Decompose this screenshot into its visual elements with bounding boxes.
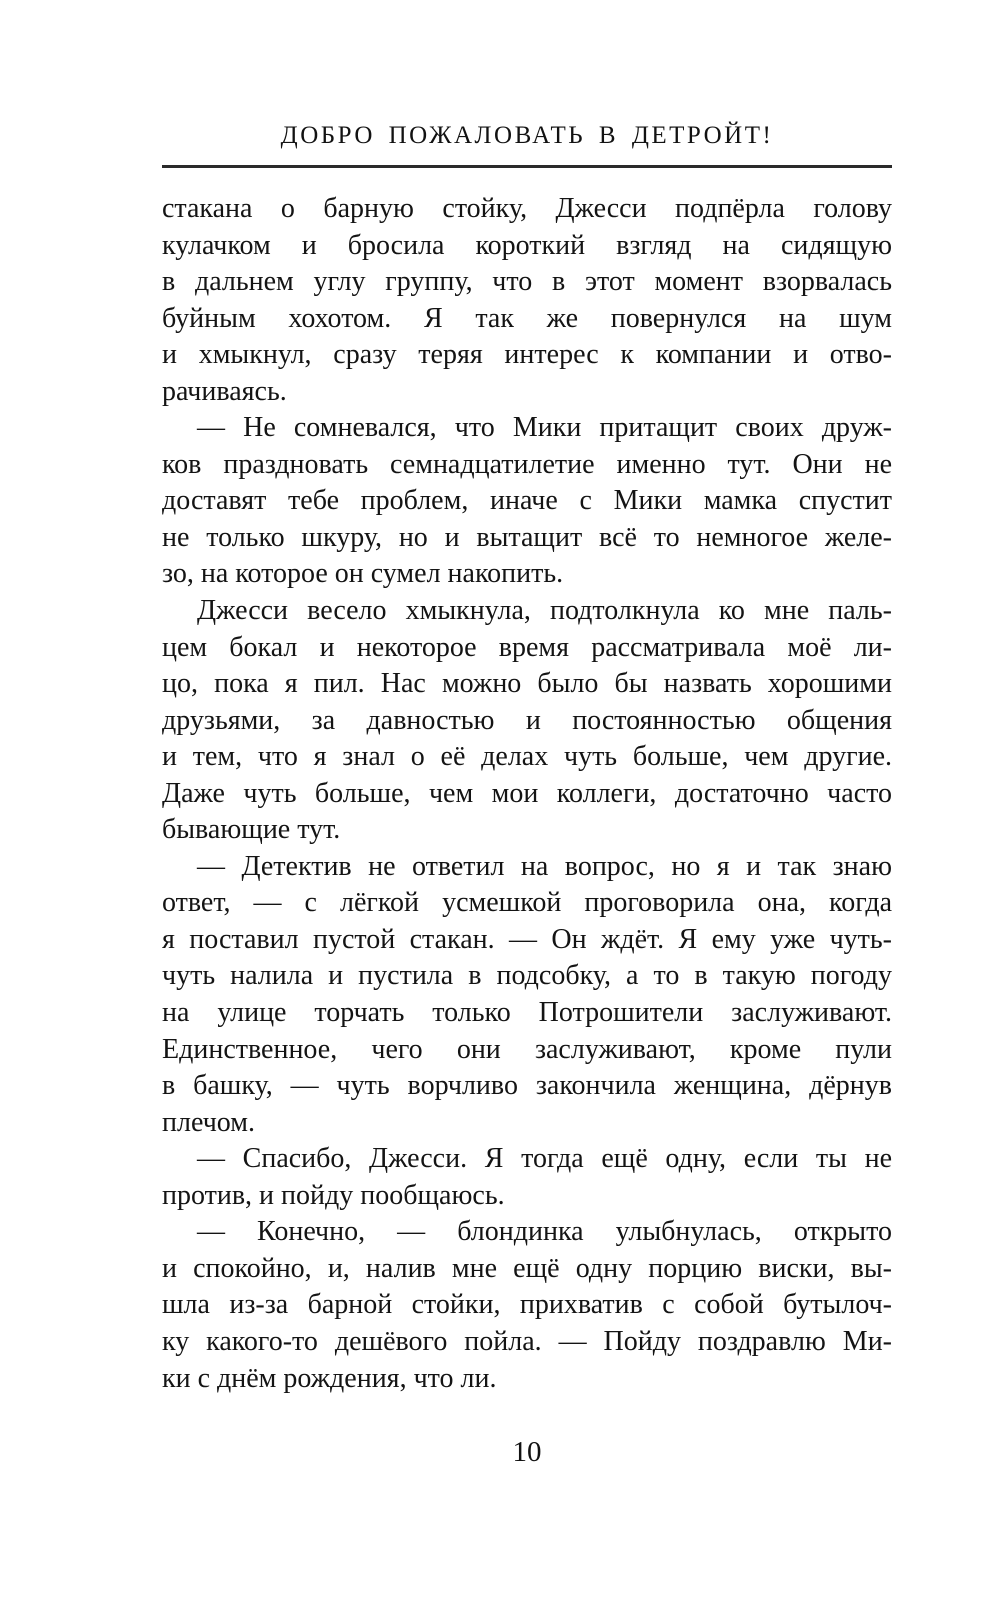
text-line: друзьями, за давностью и постоянностью общения — [162, 704, 892, 736]
paragraph — [162, 849, 892, 1141]
paragraph — [162, 1214, 892, 1397]
text-line: кулачком и бросила короткий взгляд на сидящую — [162, 229, 892, 261]
text-line: Джесси весело хмыкнула, подтолкнула ко мне паль- — [197, 595, 892, 627]
text-line: — Не сомневался, что Мики притащит своих друж- — [197, 412, 892, 444]
text-line: не только шкуру, но и вытащит всё то немногое желе- — [162, 521, 892, 553]
text-line: бывающие тут. — [162, 814, 341, 846]
text-line: — Конечно, — блондинка улыбнулась, открыто — [197, 1216, 892, 1248]
paragraph — [162, 593, 892, 849]
text-line: Единственное, чего они заслуживают, кроме пули — [162, 1033, 892, 1065]
running-header-title: ДОБРО ПОЖАЛОВАТЬ В ДЕТРОЙТ! — [280, 122, 774, 149]
page-number: 10 — [512, 1436, 542, 1468]
text-line: ку какого-то дешёвого пойла. — Пойду поздравлю Ми- — [162, 1325, 892, 1357]
text-line: — Спасибо, Джесси. Я тогда ещё одну, если ты не — [197, 1143, 892, 1175]
text-line: в дальнем углу группу, что в этот момент взорвалась — [162, 266, 892, 298]
text-line: Даже чуть больше, чем мои коллеги, достаточно часто — [162, 777, 892, 809]
text-line: шла из-за барной стойки, прихватив с собой бутылоч- — [162, 1289, 892, 1321]
text-line: плечом. — [162, 1106, 255, 1138]
text-line: — Детектив не ответил на вопрос, но я и так знаю — [197, 850, 892, 882]
header-rule — [162, 165, 892, 168]
paragraph — [162, 1141, 892, 1214]
text-line: и хмыкнул, сразу теряя интерес к компании и отво- — [162, 339, 892, 371]
text-line: ки с днём рождения, что ли. — [162, 1362, 497, 1394]
text-line: цем бокал и некоторое время рассматривала моё ли- — [162, 631, 892, 663]
text-line: я поставил пустой стакан. — Он ждёт. Я ему уже чуть- — [162, 923, 892, 955]
text-line: рачиваясь. — [162, 375, 287, 407]
text-line: стакана о барную стойку, Джесси подпёрла голову — [162, 193, 892, 224]
body-text — [162, 191, 892, 1397]
text-line: и тем, что я знал о её делах чуть больше, чем другие. — [162, 741, 892, 773]
text-line: ответ, — с лёгкой усмешкой проговорила она, когда — [162, 887, 892, 919]
text-line: цо, пока я пил. Нас можно было бы назвать хорошими — [162, 668, 892, 700]
text-line: зо, на которое он сумел накопить. — [162, 558, 564, 590]
text-line: чуть налила и пустила в подсобку, а то в такую погоду — [162, 960, 892, 992]
paragraph — [162, 410, 892, 593]
text-line: буйным хохотом. Я так же повернулся на шум — [162, 302, 892, 334]
text-line: в башку, — чуть ворчливо закончила женщина, дёрнув — [162, 1070, 892, 1102]
text-line: ков праздновать семнадцатилетие именно тут. Они не — [162, 448, 892, 480]
text-line: и спокойно, и, налив мне ещё одну порцию виски, вы- — [162, 1252, 892, 1284]
paragraph — [162, 191, 892, 410]
text-line: на улице торчать только Потрошители заслуживают. — [162, 997, 892, 1029]
text-line: против, и пойду пообщаюсь. — [162, 1179, 505, 1211]
text-line: доставят тебе проблем, иначе с Мики мамка спустит — [162, 485, 892, 517]
